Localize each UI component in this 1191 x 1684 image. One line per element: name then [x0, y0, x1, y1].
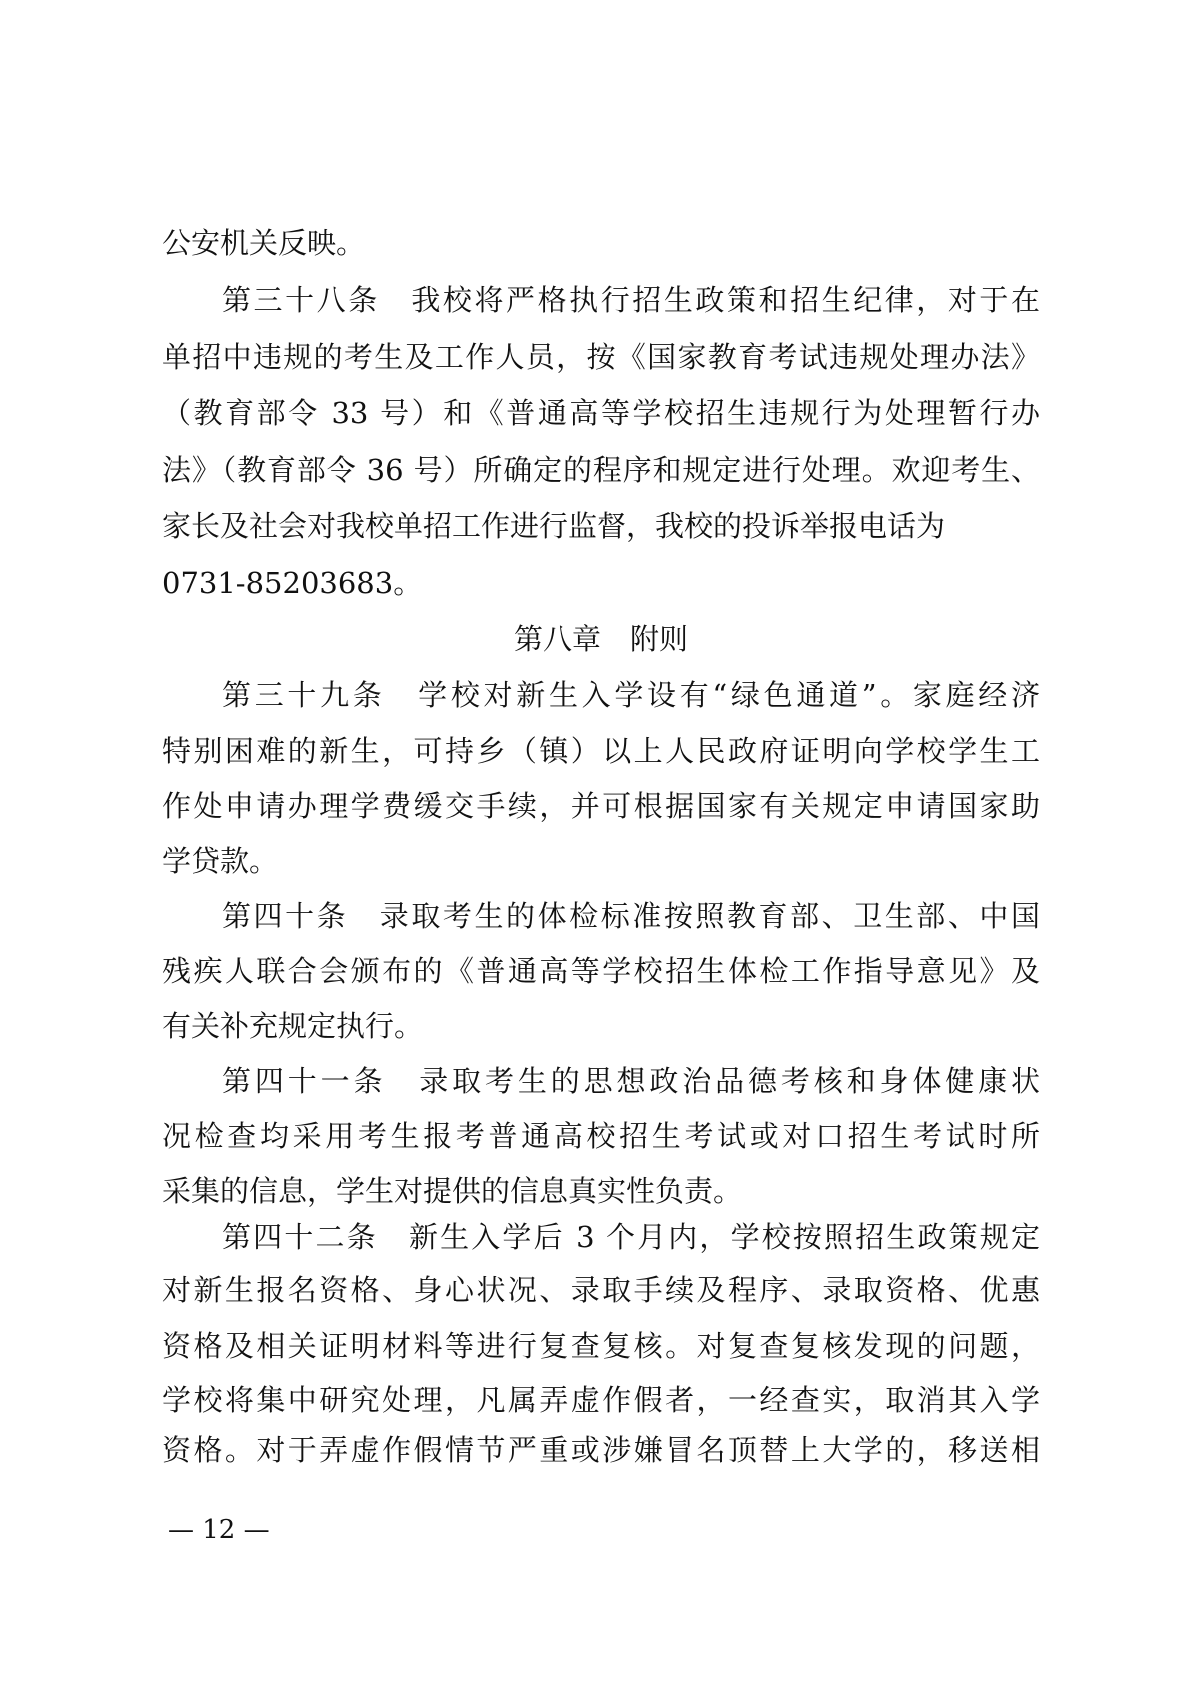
article-42-start: 第四十二条 新生入学后 3 个月内，学校按照招生政策规定 — [222, 1220, 1040, 1254]
article-40-start: 第四十条 录取考生的体检标准按照教育部、卫生部、中国 — [222, 899, 1040, 933]
text-line: 单招中违规的考生及工作人员，按《国家教育考试违规处理办法》 — [162, 340, 1040, 374]
phone-number: 0731-85203683。 — [162, 566, 423, 600]
text-line: 有关补充规定执行。 — [162, 1009, 424, 1043]
text-line: 残疾人联合会颁布的《普通高等学校招生体检工作指导意见》及 — [162, 954, 1040, 988]
text-line: 特别困难的新生，可持乡（镇）以上人民政府证明向学校学生工 — [162, 734, 1040, 768]
text-line: 资格及相关证明材料等进行复查复核。对复查复核发现的问题， — [162, 1329, 1040, 1363]
text-line: （教育部令 33 号）和《普通高等学校招生违规行为处理暂行办 — [162, 396, 1040, 430]
article-38-start: 第三十八条 我校将严格执行招生政策和招生纪律，对于在 — [222, 283, 1040, 317]
text-line: 学贷款。 — [162, 844, 279, 878]
text-line: 家长及社会对我校单招工作进行监督，我校的投诉举报电话为 — [162, 509, 946, 543]
text-line: 采集的信息，学生对提供的信息真实性负责。 — [162, 1174, 743, 1208]
page-number: — 12 — — [168, 1515, 270, 1545]
chapter-heading: 第八章 附则 — [513, 622, 688, 656]
text-line: 法》（教育部令 36 号）所确定的程序和规定进行处理。欢迎考生、 — [162, 453, 1040, 487]
article-39-start: 第三十九条 学校对新生入学设有“绿色通道”。家庭经济 — [222, 678, 1040, 712]
text-line: 作处申请办理学费缓交手续，并可根据国家有关规定申请国家助 — [162, 789, 1040, 823]
article-41-start: 第四十一条 录取考生的思想政治品德考核和身体健康状 — [222, 1064, 1040, 1098]
text-line: 资格。对于弄虚作假情节严重或涉嫌冒名顶替上大学的，移送相 — [162, 1433, 1040, 1467]
text-line: 对新生报名资格、身心状况、录取手续及程序、录取资格、优惠 — [162, 1273, 1040, 1307]
text-line: 公安机关反映。 — [162, 226, 366, 260]
text-line: 况检查均采用考生报考普通高校招生考试或对口招生考试时所 — [162, 1119, 1040, 1153]
text-line: 学校将集中研究处理，凡属弄虚作假者，一经查实，取消其入学 — [162, 1383, 1040, 1417]
